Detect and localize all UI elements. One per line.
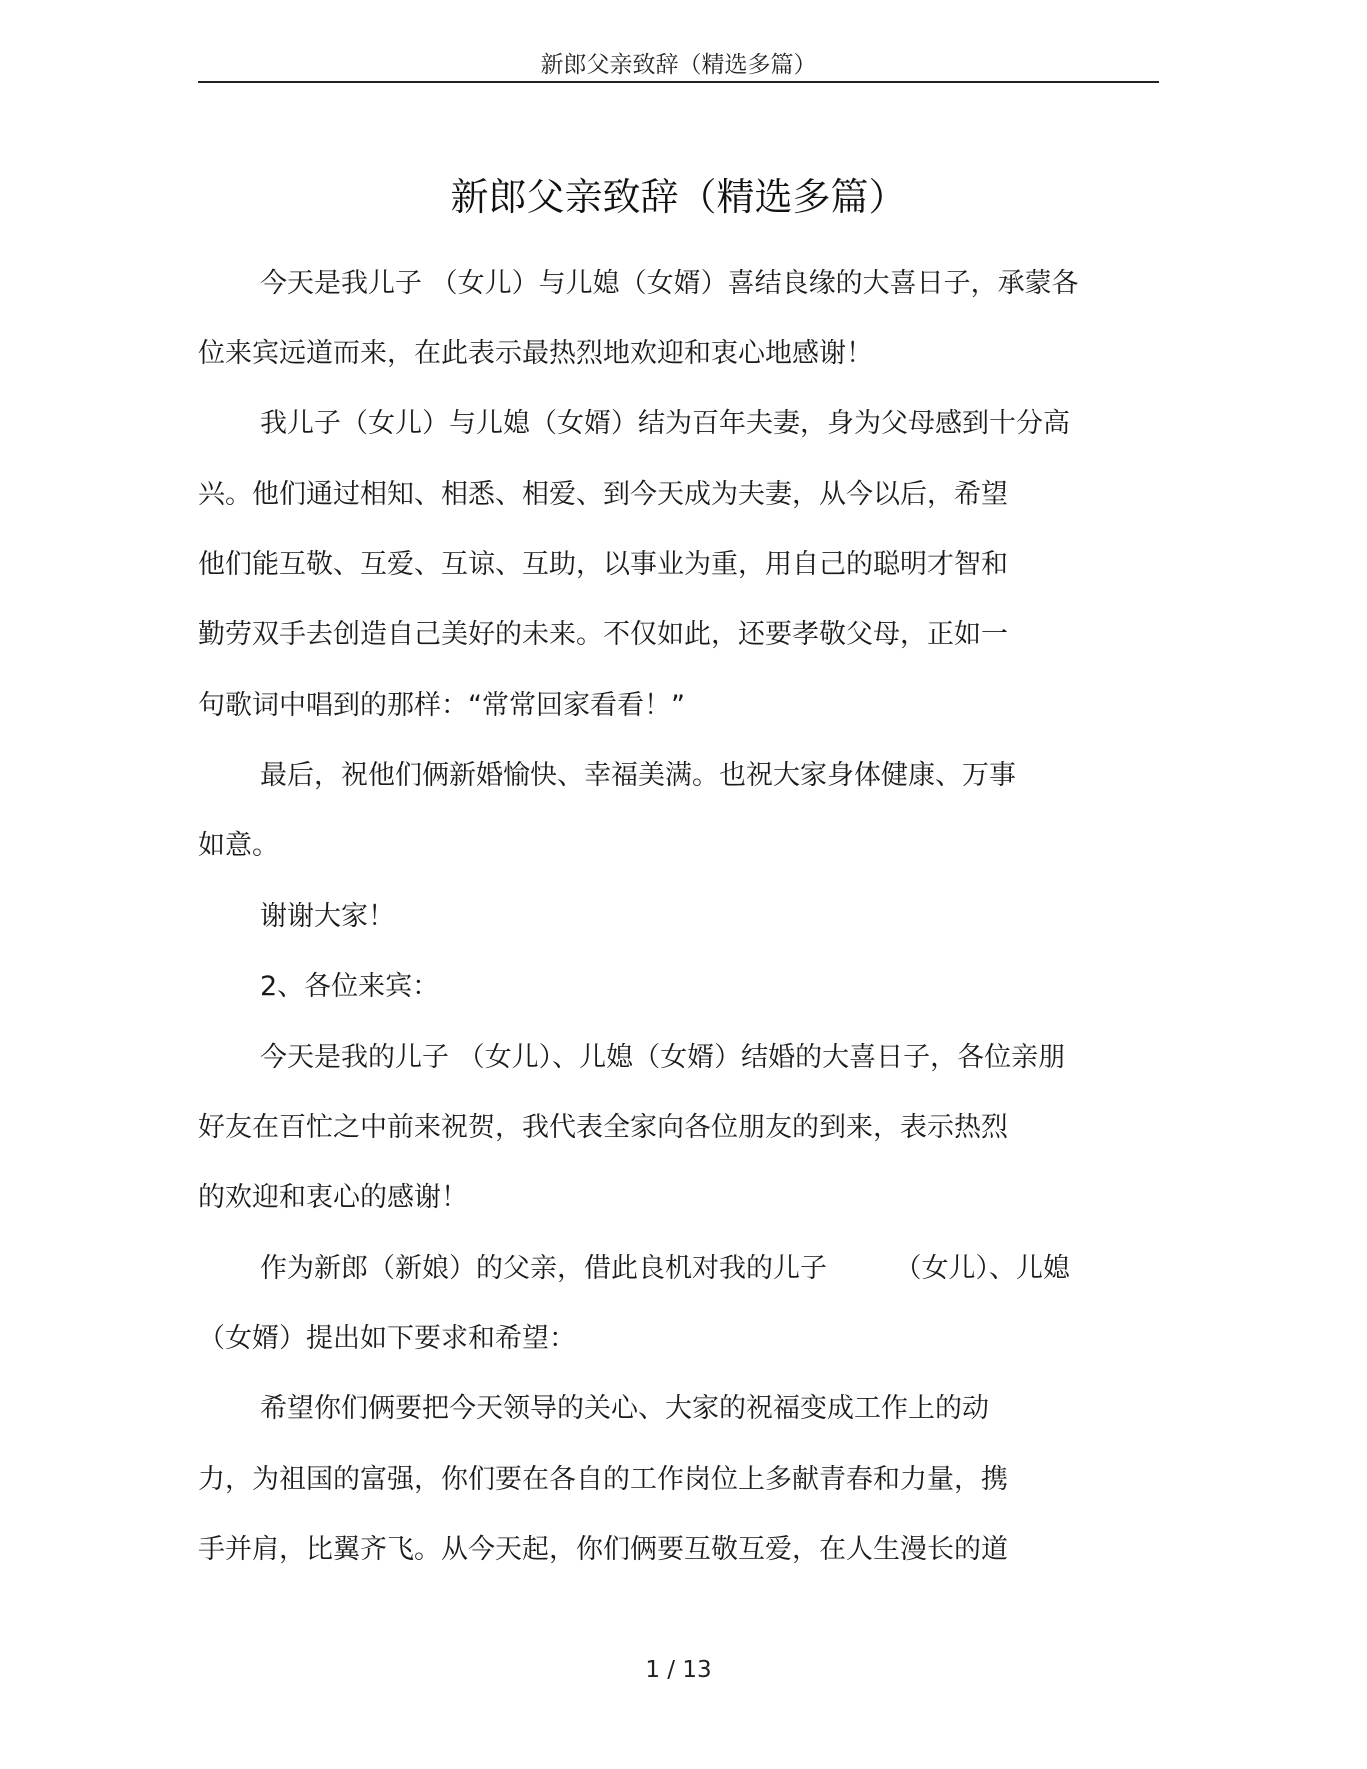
document-title: 新郎父亲致辞（精选多篇） bbox=[450, 175, 907, 219]
running-header: 新郎父亲致辞（精选多篇） bbox=[540, 52, 817, 78]
body-line: 作为新郎（新娘）的父亲，借此良机对我的儿子 （女儿）、儿媳 bbox=[260, 1253, 1070, 1284]
body-line: 2、各位来宾： bbox=[260, 971, 440, 1002]
body-line: 他们能互敬、互爱、互谅、互助，以事业为重，用自己的聪明才智和 bbox=[198, 549, 1008, 580]
body-line: （女婿）提出如下要求和希望： bbox=[198, 1323, 576, 1354]
body-line: 今天是我儿子 （女儿）与儿媳（女婿）喜结良缘的大喜日子，承蒙各 bbox=[260, 268, 1079, 299]
body-line: 今天是我的儿子 （女儿）、儿媳（女婿）结婚的大喜日子，各位亲朋 bbox=[260, 1042, 1066, 1073]
header-divider bbox=[198, 81, 1159, 83]
body-line: 力，为祖国的富强，你们要在各自的工作岗位上多献青春和力量，携 bbox=[198, 1464, 1008, 1495]
page-number: 1 / 13 bbox=[645, 1657, 712, 1683]
body-line: 的欢迎和衷心的感谢！ bbox=[198, 1182, 468, 1213]
body-line: 位来宾远道而来，在此表示最热烈地欢迎和衷心地感谢！ bbox=[198, 338, 873, 369]
body-line: 我儿子（女儿）与儿媳（女婿）结为百年夫妻，身为父母感到十分高 bbox=[260, 408, 1070, 439]
body-line: 好友在百忙之中前来祝贺，我代表全家向各位朋友的到来，表示热烈 bbox=[198, 1112, 1008, 1143]
body-line: 兴。他们通过相知、相悉、相爱、到今天成为夫妻，从今以后，希望 bbox=[198, 479, 1008, 510]
body-line: 最后，祝他们俩新婚愉快、幸福美满。也祝大家身体健康、万事 bbox=[260, 760, 1016, 791]
body-line: 句歌词中唱到的那样：“常常回家看看！” bbox=[198, 690, 685, 721]
body-line: 勤劳双手去创造自己美好的未来。不仅如此，还要孝敬父母，正如一 bbox=[198, 619, 1008, 650]
body-line: 谢谢大家！ bbox=[260, 901, 395, 932]
body-line: 希望你们俩要把今天领导的关心、大家的祝福变成工作上的动 bbox=[260, 1393, 989, 1424]
body-line: 如意。 bbox=[198, 830, 279, 861]
body-line: 手并肩，比翼齐飞。从今天起，你们俩要互敬互爱，在人生漫长的道 bbox=[198, 1534, 1008, 1565]
